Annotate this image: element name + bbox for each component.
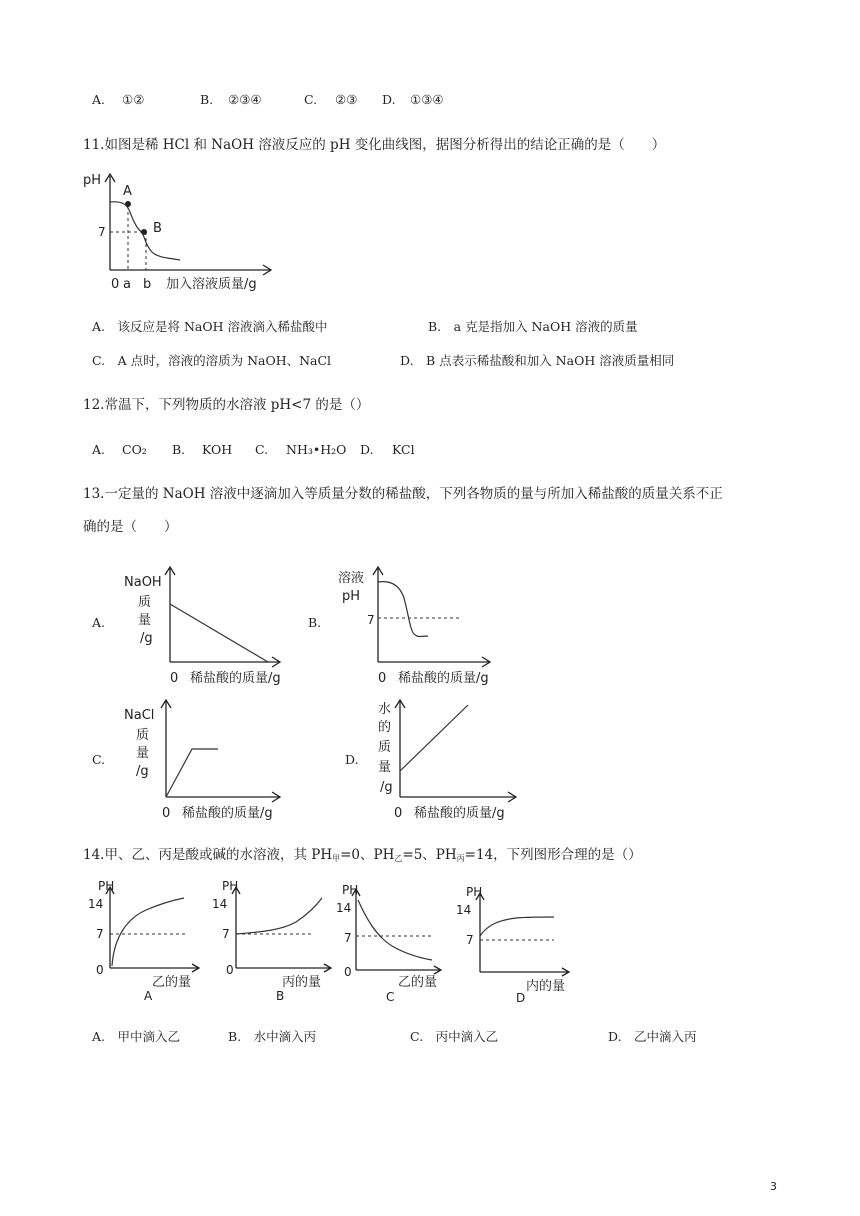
q14-d-curve [480, 917, 554, 936]
q14-graph-d [456, 880, 581, 1010]
q13-d-ylabel-4: 量 [378, 760, 392, 775]
q13-d-ylabel-3: 质 [378, 740, 392, 755]
q11-graph-a: a [123, 277, 131, 292]
q11-option-c: C. A 点时，溶液的溶质为 NaOH、NaCl [92, 353, 332, 368]
q11-graph-b: b [143, 277, 152, 292]
q13-d-ylabel-5: /g [380, 780, 393, 795]
q10-option-d-text: ①③④ [410, 92, 444, 107]
q11-option-d: D. B 点表示稀盐酸和加入 NaOH 溶液质量相同 [400, 353, 675, 368]
q14-d-ylabel: PH [466, 885, 483, 899]
q14-a-letter: A [144, 989, 153, 1003]
q13-b-ylabel-1: 溶液 [338, 571, 365, 586]
q10-option-b-label: B. [200, 92, 214, 107]
q13-b-origin: 0 [378, 671, 387, 686]
q13-a-ylabel-2: 质 [138, 595, 152, 610]
q14-a-curve [112, 898, 184, 966]
q14-graph-c [336, 876, 446, 1006]
q14-b-origin: 0 [226, 963, 234, 977]
q10-option-a-text: ①② [122, 92, 145, 107]
q14-stem-eq2: =5、PH [402, 847, 457, 863]
q14-b-curve [236, 898, 322, 934]
q14-c-y14: 14 [336, 901, 352, 915]
q13-d-ylabel-2: 的 [378, 720, 392, 735]
q13-c-line [166, 749, 218, 797]
q13-a-line [170, 604, 268, 662]
q12-option-a-label: A. [92, 442, 106, 457]
q11-ph-graph [80, 168, 280, 296]
q13-c-xlabel: 稀盐酸的质量/g [182, 806, 273, 821]
q12-option-d-label: D. [360, 442, 374, 457]
q13-c-ylabel-4: /g [136, 764, 149, 779]
q13-stem-line1: 13.一定量的 NaOH 溶液中逐滴加入等质量分数的稀盐酸，下列各物质的量与所加入稀盐酸的质量关系不正 [83, 486, 723, 502]
q13-graph-a [120, 560, 300, 690]
q11-graph-y7: 7 [98, 225, 106, 239]
q13-d-xlabel: 稀盐酸的质量/g [414, 806, 505, 821]
q14-b-y7: 7 [222, 927, 230, 941]
q11-option-a: A. 该反应是将 NaOH 溶液滴入稀盐酸中 [92, 319, 328, 334]
q14-c-ylabel: PH [342, 883, 359, 897]
q14-option-b: B. 水中滴入丙 [228, 1029, 317, 1044]
q12-option-c-text: NH₃•H₂O [286, 442, 347, 457]
q10-option-d-label: D. [382, 92, 396, 107]
q13-graph-c-label: C. [92, 752, 106, 767]
q14-stem-eq1: =0、PH [340, 847, 395, 863]
q13-graph-b [330, 560, 510, 690]
q14-a-y14: 14 [88, 897, 104, 911]
q14-sub-yi: 乙 [394, 854, 403, 863]
q11-graph-origin: 0 [111, 277, 120, 292]
q12-option-d-text: KCl [392, 442, 415, 457]
q14-c-y7: 7 [344, 931, 352, 945]
q10-option-c-label: C. [304, 92, 318, 107]
q13-b-y7: 7 [367, 613, 375, 627]
q13-d-line [400, 705, 468, 771]
q11-point-b-label: B [153, 221, 162, 236]
q14-a-y7: 7 [96, 927, 104, 941]
q11-option-b: B. a 克是指加入 NaOH 溶液的质量 [428, 319, 638, 334]
q13-graph-b-label: B. [308, 615, 322, 630]
q13-a-ylabel-4: /g [140, 631, 153, 646]
q14-b-ylabel: PH [222, 879, 239, 893]
q14-c-xlabel: 乙的量 [398, 975, 438, 990]
q14-stem [83, 845, 642, 869]
q11-point-a-label: A [123, 184, 132, 199]
q14-d-y14: 14 [456, 903, 472, 917]
q13-c-ylabel-2: 质 [136, 728, 150, 743]
q14-stem-eq3: =14，下列图形合理的是（） [464, 847, 642, 863]
q13-d-ylabel-1: 水 [378, 702, 392, 717]
q13-c-ylabel-1: NaCl [124, 708, 155, 723]
q14-c-letter: C [386, 990, 395, 1004]
q13-c-ylabel-3: 量 [136, 746, 150, 761]
q13-stem-line2: 确的是（ ） [83, 519, 178, 535]
q14-a-xlabel: 乙的量 [152, 975, 192, 990]
q14-d-letter: D [516, 991, 526, 1005]
q14-option-a: A. 甲中滴入乙 [92, 1029, 181, 1044]
q10-option-c-text: ②③ [335, 92, 358, 107]
q12-option-a-text: CO₂ [122, 442, 147, 457]
q14-b-letter: B [276, 989, 285, 1003]
q11-point-b [141, 229, 147, 235]
q14-d-y7: 7 [466, 933, 474, 947]
q10-option-b-text: ②③④ [228, 92, 262, 107]
q14-stem-start: 14.甲、乙、丙是酸或碱的水溶液，其 PH [83, 847, 333, 863]
q14-c-curve [358, 900, 432, 960]
q13-graph-d-label: D. [345, 752, 359, 767]
q14-a-ylabel: PH [98, 879, 115, 893]
q10-option-a-label: A. [92, 92, 106, 107]
q14-c-origin: 0 [344, 965, 352, 979]
q14-sub-bing: 丙 [456, 854, 465, 863]
q13-b-ylabel-2: pH [342, 589, 361, 604]
q14-b-y14: 14 [212, 897, 228, 911]
q13-d-origin: 0 [394, 806, 403, 821]
q14-graph-a [88, 876, 203, 1006]
q14-graph-b [212, 876, 337, 1006]
q12-option-b-text: KOH [202, 442, 233, 457]
q14-d-xlabel: 内的量 [526, 979, 566, 994]
q13-a-ylabel-1: NaOH [124, 575, 162, 590]
q11-point-a [125, 201, 131, 207]
q12-stem: 12.常温下，下列物质的水溶液 pH<7 的是（） [83, 397, 370, 413]
q13-graph-c [120, 695, 300, 825]
q13-b-curve [378, 582, 428, 637]
q13-a-ylabel-3: 量 [138, 613, 152, 628]
q11-graph-ylabel: pH [83, 173, 102, 188]
q13-graph-a-label: A. [92, 615, 106, 630]
q14-option-c: C. 丙中滴入乙 [410, 1029, 499, 1044]
q14-b-xlabel: 丙的量 [282, 975, 322, 990]
q13-a-origin: 0 [170, 671, 179, 686]
q13-a-xlabel: 稀盐酸的质量/g [190, 671, 281, 686]
q13-graph-d [368, 695, 528, 825]
q12-option-c-label: C. [255, 442, 269, 457]
q14-sub-jia: 甲 [332, 854, 341, 863]
q13-b-xlabel: 稀盐酸的质量/g [398, 671, 489, 686]
q14-option-d: D. 乙中滴入丙 [608, 1029, 697, 1044]
q11-stem: 11.如图是稀 HCl 和 NaOH 溶液反应的 pH 变化曲线图，据图分析得出的结论正确的是（ ） [83, 137, 666, 153]
q14-a-origin: 0 [96, 963, 104, 977]
page-number: 3 [770, 1180, 777, 1193]
q13-c-origin: 0 [162, 806, 171, 821]
q12-option-b-label: B. [172, 442, 186, 457]
q11-graph-xlabel: 加入溶液质量/g [166, 277, 257, 292]
